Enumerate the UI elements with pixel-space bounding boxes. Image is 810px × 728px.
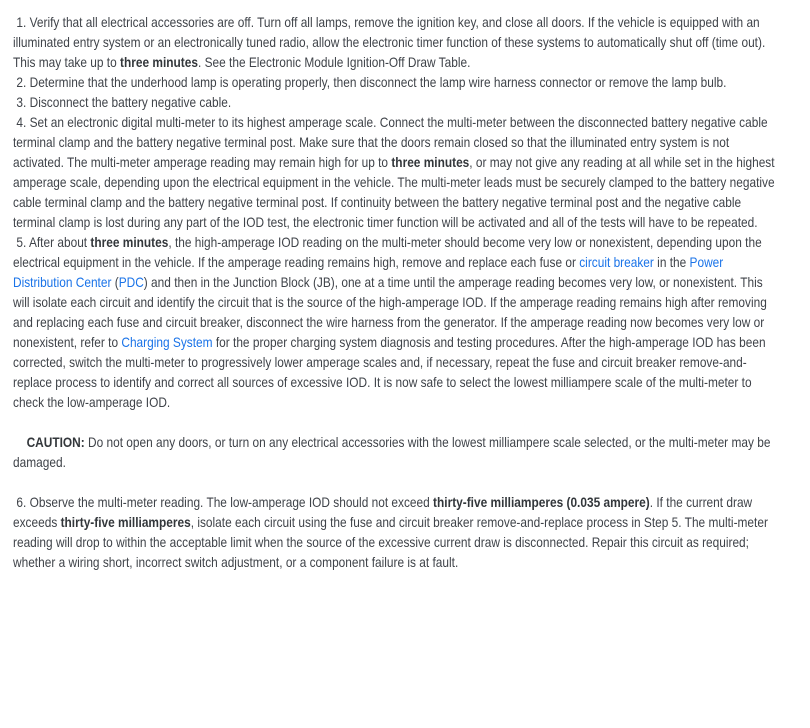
text-run: . If the current draw exceeds [13, 494, 753, 530]
text-run: 6. Observe the multi-meter reading. The low-amperage IOD should not exceed [16, 494, 434, 510]
procedure-text [13, 12, 779, 572]
text-run: , isolate each circuit using the fuse and circuit breaker remove-and-replace process in Step 5. The multi-meter reading will drop to within the acceptable limit when the source of the excessive current draw is disconnected. Repair this circuit as required; whether a wiring short, incorrect switch adjustment, or a component failure is at fault. [13, 514, 768, 570]
emphasized-text: CAUTION: [26, 434, 85, 450]
text-run: in the [653, 254, 690, 270]
step-4 [13, 112, 779, 232]
emphasized-text: three minutes [90, 234, 169, 250]
emphasized-text: thirty-five milliamperes [60, 514, 191, 530]
text-run: 5. After about [16, 234, 91, 250]
pdc-link[interactable]: PDC [118, 274, 144, 290]
emphasized-text: thirty-five milliamperes (0.035 ampere) [433, 494, 650, 510]
text-run: 1. Verify that all electrical accessories are off. Turn off all lamps, remove the ignition key, and close all doors. If the vehicle is equipped with an illuminated entry system or an electronically tuned radio, allow the electronic timer function of these systems to automatically shut off (time out). This may take up to [13, 14, 766, 70]
step-5 [13, 232, 779, 412]
text-run: for the proper charging system diagnosis and testing procedures. After the high-amperage IOD has been corrected, switch the multi-meter to progressively lower amperage scales and, if necessary, repeat the fuse and circuit breaker remove-and-replace process to identify and correct all sources of excessive IOD. It is now safe to select the lowest milliampere scale of the multi-meter to check the low-amperage IOD. [13, 334, 766, 410]
emphasized-text: three minutes [120, 54, 198, 70]
text-run: ) and then in the Junction Block (JB), one at a time until the amperage reading becomes very low, or nonexistent. This will isolate each circuit and identify the circuit that is the source of the high-amperage IOD. If the amperage reading remains high after removing and replacing each fuse and circuit breaker, disconnect the wire harness from the generator. If the amperage reading now becomes very low or nonexistent, refer to [13, 274, 767, 350]
text-run: , or may not give any reading at all while set in the highest amperage scale, depending upon the electrical equipment in the vehicle. The multi-meter leads must be securely clamped to the battery negative cable terminal clamp and the battery negative terminal post. If continuity between the battery negative terminal post and the negative cable terminal clamp is lost during any part of the IOD test, the electronic timer function will be activated and all of the tests will have to be repeated. [13, 154, 775, 230]
charging-system-link[interactable]: Charging System [121, 334, 213, 350]
text-run: Do not open any doors, or turn on any electrical accessories with the lowest milliampere scale selected, or the multi-meter may be damaged. [13, 434, 771, 470]
text-run: 3. Disconnect the battery negative cable. [16, 94, 232, 110]
circuit-breaker-link[interactable]: circuit breaker [579, 254, 654, 270]
text-run: . See the Electronic Module Ignition-Off Draw Table. [197, 54, 471, 70]
text-run: 2. Determine that the underhood lamp is operating properly, then disconnect the lamp wire harness connector or remove the lamp bulb. [16, 74, 727, 90]
text-run: 4. Set an electronic digital multi-meter to its highest amperage scale. Connect the multi-meter between the disconnected battery negative cable terminal clamp and the battery negative terminal post. Make sure that the doors remain closed so that the illuminated entry system is not activated. The multi-meter amperage reading may remain high for up to [13, 114, 768, 170]
step-1 [13, 12, 779, 72]
emphasized-text: three minutes [391, 154, 470, 170]
caution-note [13, 432, 779, 472]
power-distribution-center-link[interactable]: Power Distribution Center [13, 254, 724, 290]
step-3 [13, 92, 779, 112]
text-run: ( [111, 274, 119, 290]
step-2 [13, 72, 779, 92]
text-run: , the high-amperage IOD reading on the multi-meter should become very low or nonexistent, depending upon the electrical equipment in the vehicle. If the amperage reading remains high, remove and replace each fuse or [13, 234, 762, 270]
step-6 [13, 492, 779, 572]
